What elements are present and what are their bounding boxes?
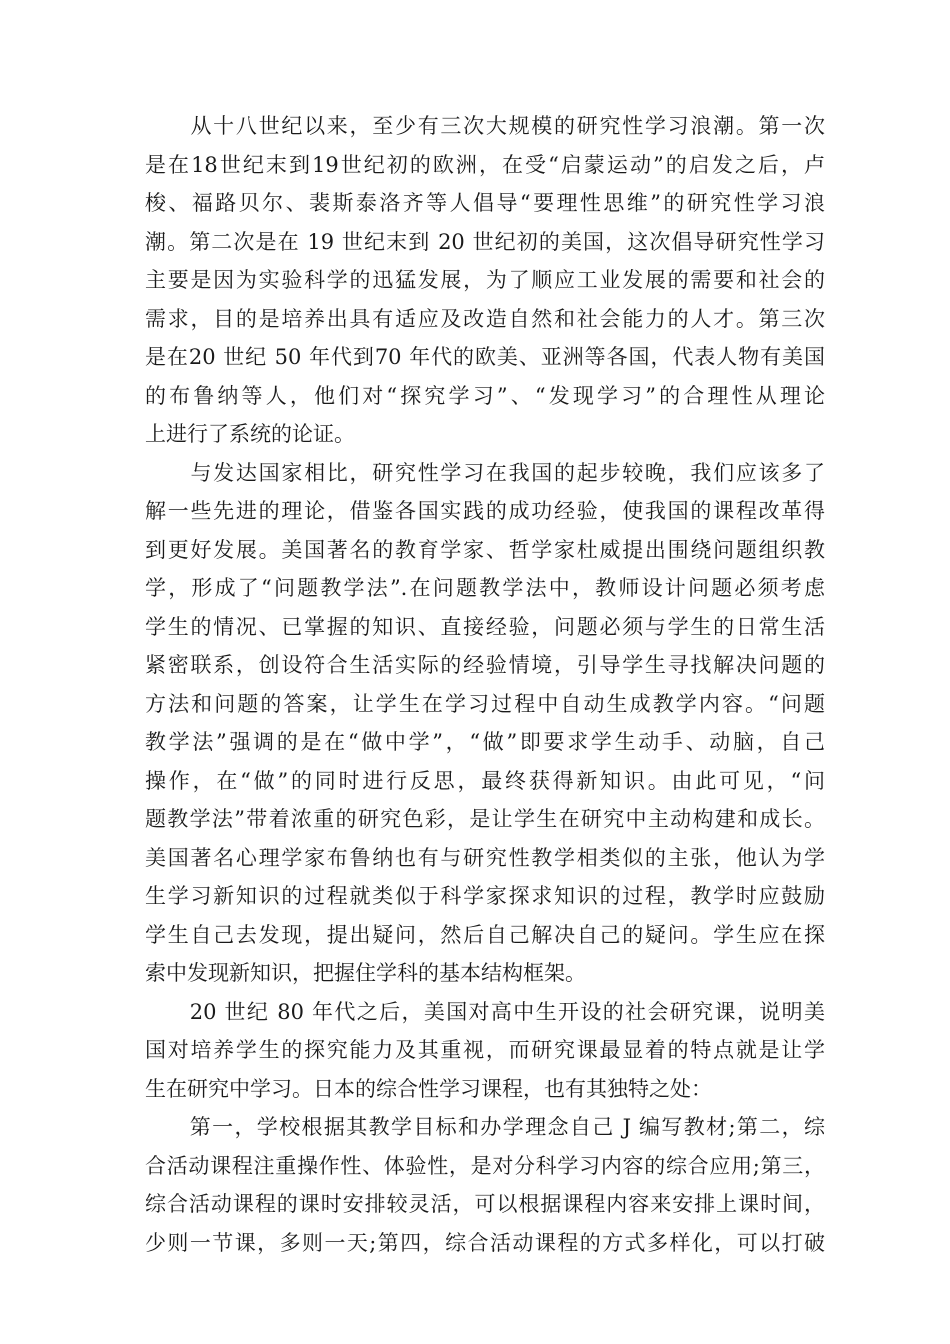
- text-line: 是在20 世纪 50 年代到70 年代的欧美、亚洲等各国，代表人物有美国: [145, 345, 825, 369]
- text-line: 生学习新知识的过程就类似于科学家探求知识的过程，教学时应鼓励: [145, 884, 825, 908]
- text-line: 20 世纪 80 年代之后，美国对高中生开设的社会研究课，说明美: [145, 999, 825, 1024]
- text-line: 解一些先进的理论，借鉴各国实践的成功经验，使我国的课程改革得: [145, 499, 825, 523]
- text-line: 需求，目的是培养出具有适应及改造自然和社会能力的人才。第三次: [145, 306, 825, 331]
- text-line: 操作，在“做”的同时进行反思，最终获得新知识。由此可见，“问: [145, 768, 825, 793]
- text-line: 到更好发展。美国著名的教育学家、哲学家杜威提出围绕问题组织教: [145, 537, 825, 562]
- text-line: 是在18世纪末到19世纪初的欧洲，在受“启蒙运动”的启发之后，卢: [145, 152, 825, 177]
- text-line: 教学法”强调的是在“做中学”，“做”即要求学生动手、动脑，自己: [145, 730, 825, 754]
- text-line: 从十八世纪以来，至少有三次大规模的研究性学习浪潮。第一次: [145, 114, 825, 138]
- text-line: 学生自己去发现，提出疑问，然后自己解决自己的疑问。学生应在探: [145, 922, 825, 947]
- text-line: 梭、福路贝尔、裴斯泰洛齐等人倡导“要理性思维”的研究性学习浪: [145, 191, 825, 215]
- text-line: 美国著名心理学家布鲁纳也有与研究性教学相类似的主张，他认为学: [145, 845, 825, 870]
- text-line: 少则一节课，多则一天;第四，综合活动课程的方式多样化，可以打破: [145, 1230, 825, 1255]
- text-line: 学，形成了“问题教学法”.在问题教学法中，教师设计问题必须考虑: [145, 576, 825, 600]
- text-line: 国对培养学生的探究能力及其重视，而研究课最显着的特点就是让学: [145, 1038, 825, 1062]
- paragraph: [145, 1108, 825, 1262]
- text-line: 学生的情况、已掌握的知识、直接经验，问题必须与学生的日常生活: [145, 614, 825, 639]
- text-line: 方法和问题的答案，让学生在学习过程中自动生成教学内容。“问题: [145, 691, 825, 716]
- text-line: 主要是因为实验科学的迅猛发展，为了顺应工业发展的需要和社会的: [145, 268, 825, 292]
- text-line: 综合活动课程的课时安排较灵活，可以根据课程内容来安排上课时间，: [145, 1192, 825, 1216]
- document-body: [145, 107, 825, 1262]
- text-line: 索中发现新知识，把握住学科的基本结构框架。: [145, 961, 586, 985]
- paragraph: [145, 993, 825, 1109]
- text-line: 紧密联系，创设符合生活实际的经验情境，引导学生寻找解决问题的: [145, 653, 825, 677]
- text-line: 第一，学校根据其教学目标和办学理念自己 J 编写教材;第二，综: [145, 1115, 825, 1139]
- text-line: 生在研究中学习。日本的综合性学习课程，也有其独特之处：: [145, 1076, 712, 1101]
- text-line: 的布鲁纳等人，他们对“探究学习”、“发现学习”的合理性从理论: [145, 383, 825, 408]
- paragraph: [145, 107, 825, 454]
- text-line: 潮。第二次是在 19 世纪末到 20 世纪初的美国，这次倡导研究性学习: [145, 229, 825, 254]
- paragraph: [145, 454, 825, 993]
- text-line: 与发达国家相比，研究性学习在我国的起步较晚，我们应该多了: [145, 460, 825, 485]
- text-line: 合活动课程注重操作性、体验性，是对分科学习内容的综合应用;第三，: [145, 1153, 825, 1178]
- text-line: 上进行了系统的论证。: [145, 422, 355, 446]
- text-line: 题教学法”带着浓重的研究色彩，是让学生在研究中主动构建和成长。: [145, 807, 825, 831]
